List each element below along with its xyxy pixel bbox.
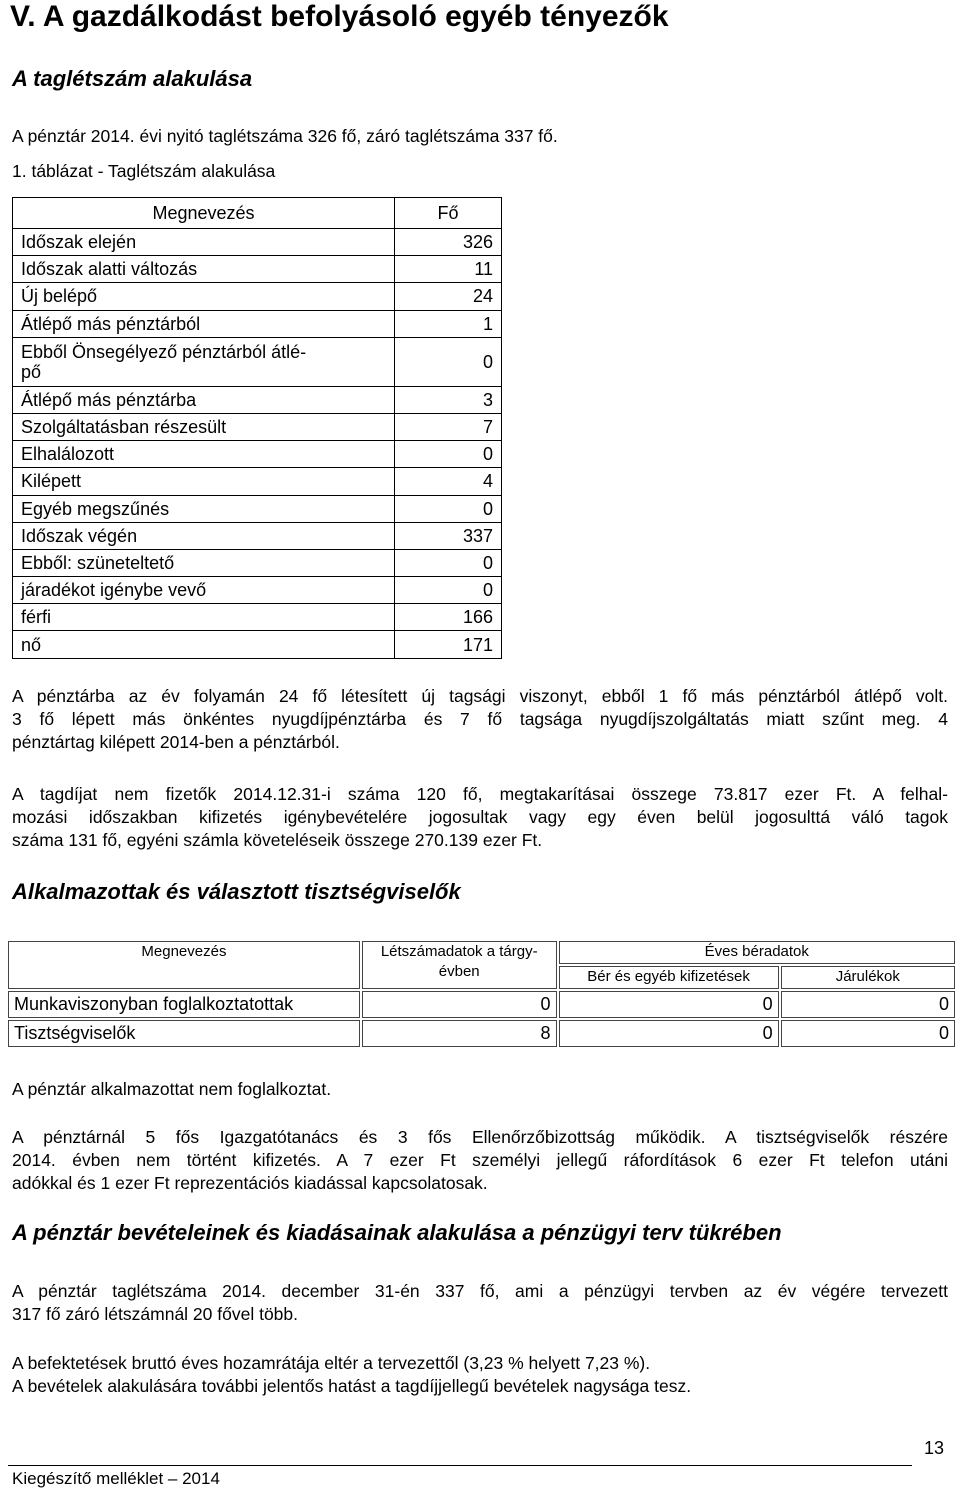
header-line-2: évben (438, 963, 480, 980)
paragraph-line: A pénztár taglétszáma 2014. december 31-én 337 fő, ami a pénzügyi tervben az év végére tervezett (12, 1281, 948, 1301)
paragraph-line: A pénztárnál 5 fős Igazgatótanács és 3 fős Ellenőrzőbizottság működik. A tisztségviselők részére (12, 1127, 948, 1147)
row-label: Ebből: szüneteltető (13, 549, 395, 576)
membership-intro: A pénztár 2014. évi nyitó taglétszáma 326 fő, záró taglétszáma 337 fő. (12, 126, 558, 146)
table-row (13, 577, 502, 604)
row-label: járadékot igénybe vevő (13, 577, 395, 604)
table-header-row (13, 198, 502, 229)
row-label: nő (13, 631, 395, 658)
paragraph-line: 2014. évben nem történt kifizetés. A 7 ezer Ft személyi jellegű ráfordítások 6 ezer Ft telefon utáni (12, 1150, 948, 1170)
chapter-heading: V. A gazdálkodást befolyásoló egyéb tényezők (10, 0, 669, 33)
table-row (13, 386, 502, 413)
paragraph-line: száma 131 fő, egyéni számla követeléseik összege 270.139 ezer Ft. (12, 830, 543, 850)
row-value: 7 (395, 413, 502, 440)
paragraph-line: mozási időszakban kifizetés igénybevételére jogosultak vagy egy éven belül jogosulttá váló tagok (12, 807, 948, 827)
row-contributions: 0 (781, 991, 955, 1018)
yield-paragraph: A befektetések bruttó éves hozamrátája eltér a tervezettől (3,23 % helyett 7,23 %). (12, 1353, 651, 1373)
column-header-headcount (362, 941, 557, 989)
row-name: Tisztségviselők (8, 1020, 360, 1047)
row-label: Időszak végén (13, 522, 395, 549)
page-number: 13 (924, 1438, 945, 1458)
section-title-employees: Alkalmazottak és választott tisztségviselők (12, 879, 461, 904)
membership-changes-paragraph (12, 685, 948, 754)
table-header-row (8, 941, 955, 964)
row-value: 3 (395, 386, 502, 413)
row-label: Átlépő más pénztárból (13, 310, 395, 337)
paragraph-line: 3 fő lépett más önkéntes nyugdíjpénztárba és 7 fő tagsága nyugdíjszolgáltatás miatt szűnt meg. 4 (12, 709, 948, 729)
column-header-count: Fő (395, 198, 502, 229)
paragraph-line: A tagdíjat nem fizetők 2014.12.31-i száma 120 fő, megtakarításai összege 73.817 ezer Ft. A felhal- (12, 784, 948, 804)
table-row (13, 413, 502, 440)
table-row (13, 522, 502, 549)
row-label: Új belépő (13, 283, 395, 310)
row-name: Munkaviszonyban foglalkoztatottak (8, 991, 360, 1018)
row-value: 24 (395, 283, 502, 310)
row-value: 0 (395, 577, 502, 604)
table-row (8, 991, 955, 1018)
table-row (13, 256, 502, 283)
row-headcount: 0 (362, 991, 557, 1018)
row-contributions: 0 (781, 1020, 955, 1047)
section-title-finances: A pénztár bevételeinek és kiadásainak alakulása a pénzügyi terv tükrében (12, 1220, 782, 1245)
table-row (13, 441, 502, 468)
no-employees-paragraph: A pénztár alkalmazottat nem foglalkoztat. (12, 1079, 332, 1099)
board-paragraph (12, 1126, 948, 1195)
paragraph-line: pénztártag kilépett 2014-ben a pénztárból. (12, 732, 340, 752)
table-row (13, 604, 502, 631)
table-row (8, 1020, 955, 1047)
row-value: 1 (395, 310, 502, 337)
table-row (13, 229, 502, 256)
row-label (13, 337, 395, 386)
table-row (13, 631, 502, 658)
column-header-contributions: Járulékok (781, 966, 955, 989)
table-row (13, 549, 502, 576)
column-header-name: Megnevezés (8, 941, 360, 989)
row-value: 326 (395, 229, 502, 256)
row-label-line-2: pő (21, 361, 42, 382)
revenue-paragraph: A bevételek alakulására további jelentős hatást a tagdíjjellegű bevételek nagysága tesz. (12, 1376, 692, 1396)
table-row (13, 468, 502, 495)
row-value: 0 (395, 441, 502, 468)
row-label: Időszak elején (13, 229, 395, 256)
header-line-1: Létszámadatok a tárgy- (380, 943, 538, 960)
row-value: 171 (395, 631, 502, 658)
row-wages: 0 (559, 991, 779, 1018)
footer-text: Kiegészítő melléklet – 2014 (12, 1469, 220, 1488)
membership-table (12, 197, 502, 659)
row-label: Időszak alatti változás (13, 256, 395, 283)
row-wages: 0 (559, 1020, 779, 1047)
row-value: 0 (395, 495, 502, 522)
table-row (13, 337, 502, 386)
paragraph-line: 317 fő záró létszámnál 20 fővel több. (12, 1304, 299, 1324)
row-value: 0 (395, 337, 502, 386)
row-label: Elhalálozott (13, 441, 395, 468)
table-caption: 1. táblázat - Taglétszám alakulása (12, 161, 276, 181)
row-label: Egyéb megszűnés (13, 495, 395, 522)
column-header-wages: Bér és egyéb kifizetések (559, 966, 779, 989)
row-value: 166 (395, 604, 502, 631)
non-payers-paragraph (12, 783, 948, 852)
headcount-plan-paragraph (12, 1280, 948, 1326)
row-label: Szolgáltatásban részesült (13, 413, 395, 440)
table-row (13, 495, 502, 522)
row-label: Kilépett (13, 468, 395, 495)
row-value: 4 (395, 468, 502, 495)
paragraph-line: adókkal és 1 ezer Ft reprezentációs kiadással kapcsolatosak. (12, 1173, 488, 1193)
row-value: 337 (395, 522, 502, 549)
footer-divider (8, 1465, 912, 1466)
table-row (13, 283, 502, 310)
employees-table (6, 939, 957, 1049)
row-value: 11 (395, 256, 502, 283)
row-value: 0 (395, 549, 502, 576)
row-label: Átlépő más pénztárba (13, 386, 395, 413)
column-header-name: Megnevezés (13, 198, 395, 229)
paragraph-line: A pénztárba az év folyamán 24 fő létesített új tagsági viszonyt, ebből 1 fő más pénztárból átlépő volt. (12, 686, 948, 706)
row-headcount: 8 (362, 1020, 557, 1047)
row-label: férfi (13, 604, 395, 631)
table-row (13, 310, 502, 337)
column-header-annual-wages: Éves béradatok (559, 941, 955, 964)
row-label-line-1: Ebből Önsegélyező pénztárból átlé- (21, 341, 307, 362)
section-title-membership: A taglétszám alakulása (12, 66, 253, 91)
